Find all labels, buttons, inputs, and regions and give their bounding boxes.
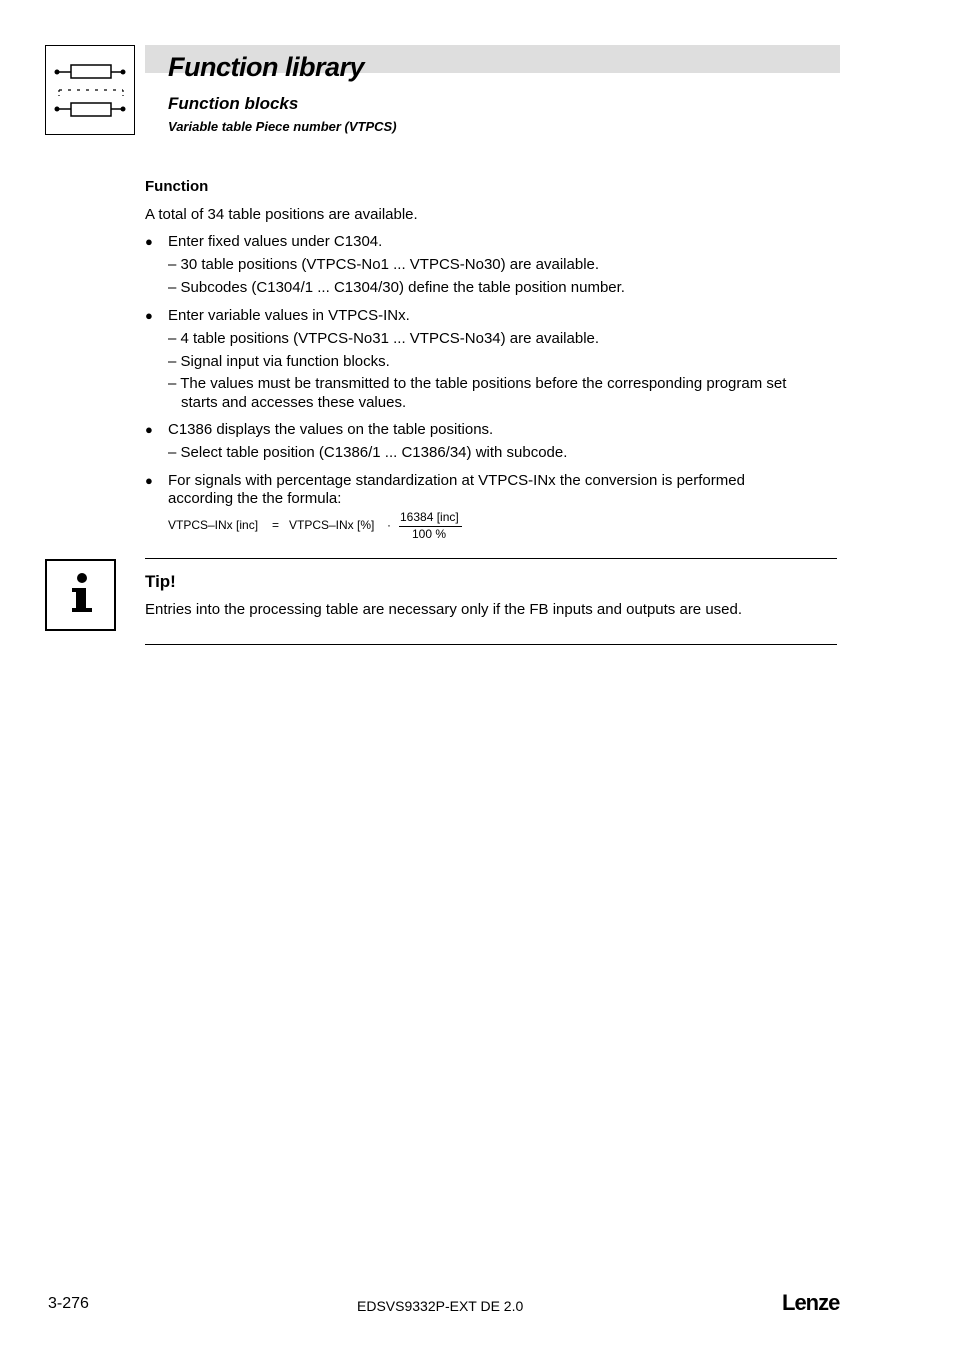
page-number: 3-276 (48, 1295, 89, 1312)
tip-heading: Tip! (145, 572, 176, 591)
tip-text: Entries into the processing table are necessary only if the FB inputs and outputs are used. (145, 601, 743, 618)
section-heading: Function (145, 178, 209, 195)
formula-dot: · (387, 518, 391, 532)
formula-rhs: VTPCS–INx [%] (289, 518, 375, 532)
intro-text: A total of 34 table positions are available. (145, 206, 418, 223)
sub-item: – Signal input via function blocks. (168, 353, 390, 370)
bullet-dot: ● (145, 422, 153, 437)
info-icon (45, 559, 116, 631)
bullet-text: For signals with percentage standardization at VTPCS-INx the conversion is performed (168, 472, 745, 489)
brand-logo: Lenze (782, 1290, 840, 1315)
sub-item: – Subcodes (C1304/1 ... C1304/30) define the table position number. (168, 279, 625, 296)
bullet-text: Enter fixed values under C1304. (168, 233, 383, 250)
bullet-dot: ● (145, 234, 153, 249)
formula-lhs: VTPCS–INx [inc] (168, 518, 259, 532)
page-title: Function library (168, 52, 365, 82)
formula-denominator: 100 % (412, 527, 447, 541)
bullet-dot: ● (145, 308, 153, 323)
page-subsubtitle: Variable table Piece number (VTPCS) (168, 119, 397, 134)
sub-item-continuation: starts and accesses these values. (181, 394, 407, 411)
sub-item: – 4 table positions (VTPCS-No31 ... VTPCS-No34) are available. (168, 330, 600, 347)
bullet-text: Enter variable values in VTPCS-INx. (168, 307, 410, 324)
sub-item: – 30 table positions (VTPCS-No1 ... VTPCS-No30) are available. (168, 256, 600, 273)
divider-top (145, 558, 837, 559)
doc-id: EDSVS9332P-EXT DE 2.0 (357, 1298, 524, 1314)
formula-numerator: 16384 [inc] (400, 510, 459, 524)
bullet-text-continuation: according the the formula: (168, 490, 342, 507)
function-block-icon (45, 45, 135, 135)
formula-equals: = (272, 518, 280, 532)
divider-bottom (145, 644, 837, 645)
sub-item: – The values must be transmitted to the table positions before the corresponding program set (168, 375, 787, 392)
sub-item: – Select table position (C1386/1 ... C1386/34) with subcode. (168, 444, 568, 461)
page-subtitle: Function blocks (168, 94, 299, 113)
bullet-dot: ● (145, 473, 153, 488)
bullet-text: C1386 displays the values on the table positions. (168, 421, 494, 438)
